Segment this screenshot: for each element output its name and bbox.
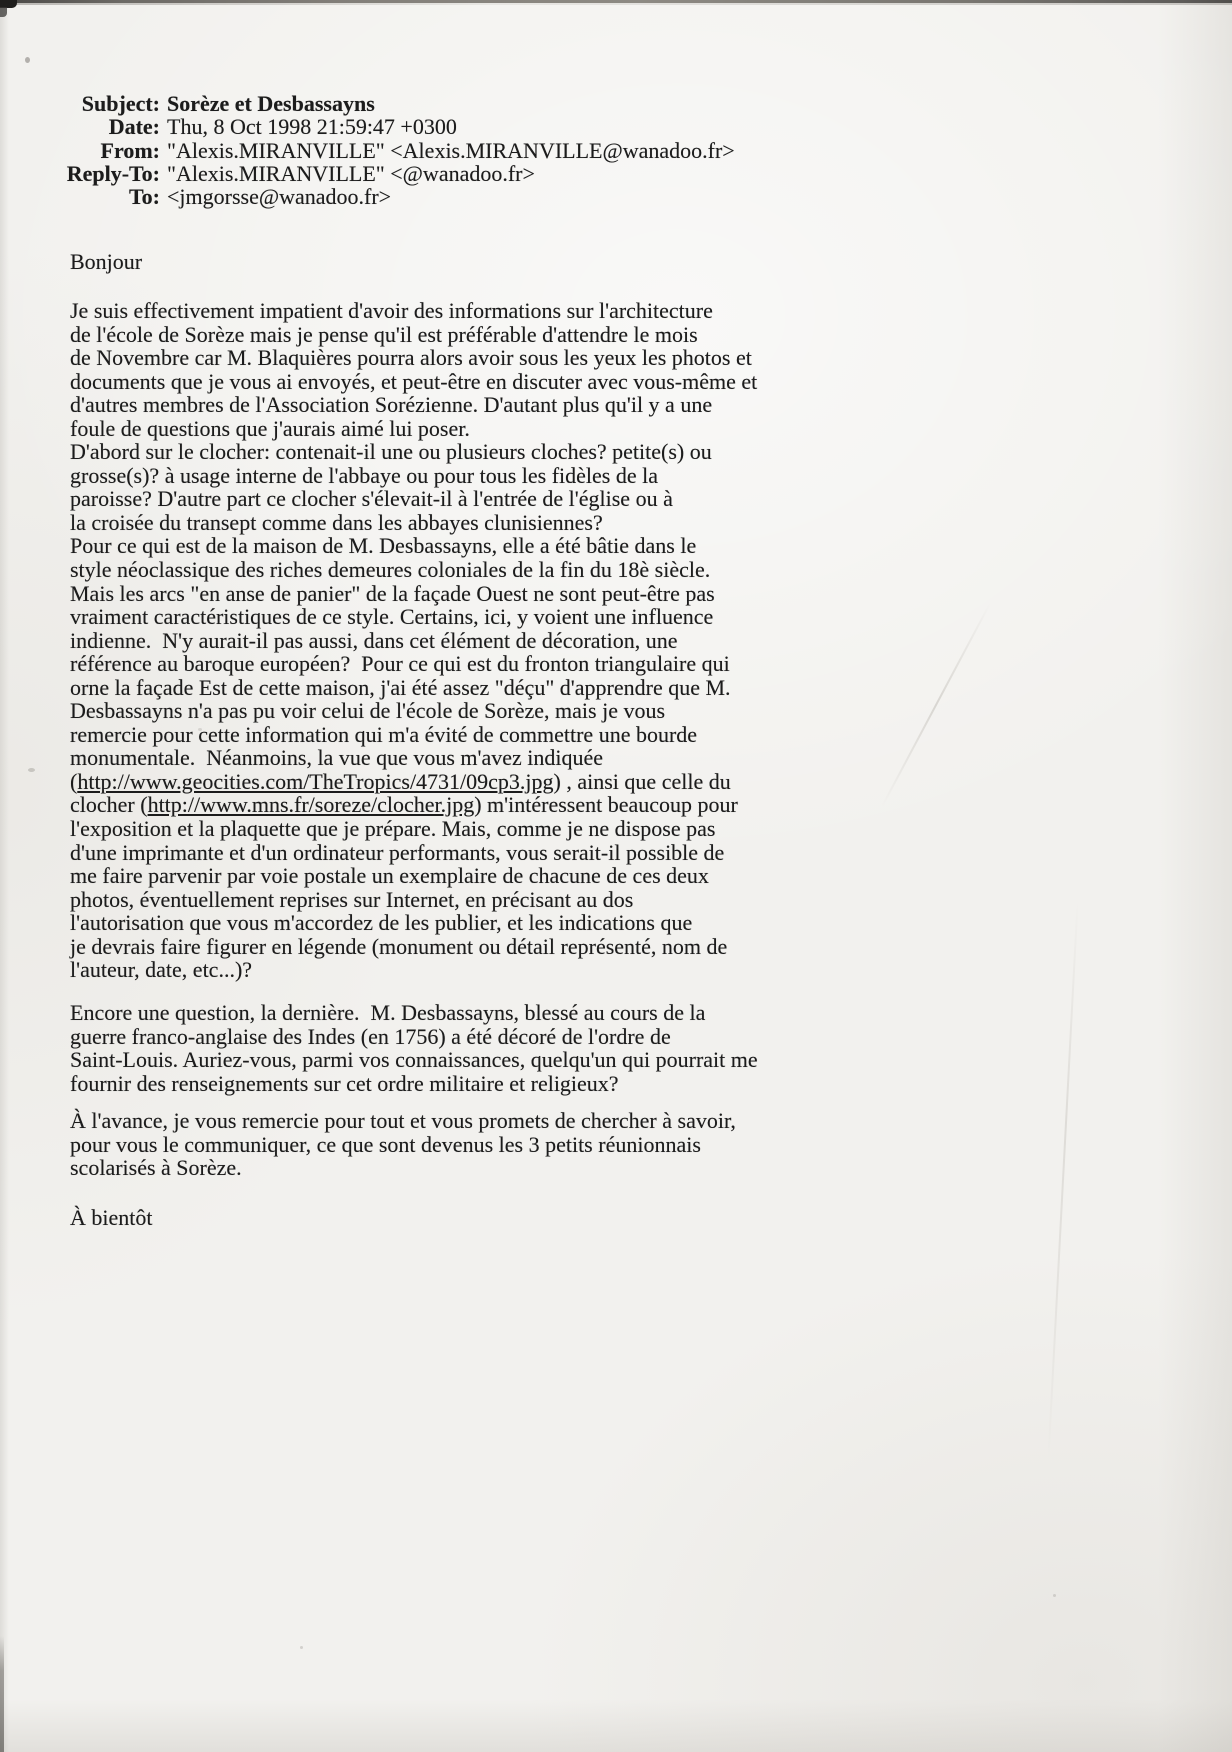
- clocher-photo-url: http://www.mns.fr/soreze/clocher.jpg: [147, 792, 475, 818]
- reply-to-value: "Alexis.MIRANVILLE" <@wanadoo.fr>: [167, 160, 535, 186]
- scan-left-edge-mark: [0, 1636, 4, 1752]
- letter-line: orne la façade Est de cette maison, j'ai été assez "déçu" d'apprendre que M.: [70, 674, 731, 700]
- paper-speck: [1053, 1594, 1056, 1597]
- letter-line: je devrais faire figurer en légende (monument ou détail représenté, nom de: [70, 933, 728, 959]
- header-row-reply-to: [62, 162, 735, 185]
- header-row-to: [62, 185, 735, 208]
- letter-line: Encore une question, la dernière. M. Desbassayns, blessé au cours de la: [70, 1000, 706, 1025]
- paper-crease: [881, 603, 991, 807]
- letter-line-with-url: [70, 793, 757, 817]
- paper-speck: [300, 1646, 303, 1649]
- letter-line: paroisse? D'autre part ce clocher s'élevait-il à l'entrée de l'église ou à: [70, 486, 673, 512]
- letter-line: me faire parvenir par voie postale un exemplaire de chacune de ces deux: [70, 863, 709, 889]
- header-row-subject: [62, 92, 735, 115]
- letter-line: vraiment caractéristiques de ce style. Certains, ici, y voient une influence: [70, 604, 714, 630]
- letter-line: D'abord sur le clocher: contenait-il une ou plusieurs cloches? petite(s) ou: [70, 439, 712, 465]
- letter-line: Je suis effectivement impatient d'avoir des informations sur l'architecture: [70, 298, 713, 323]
- letter-paragraph-2: [70, 1001, 758, 1095]
- letter-line: Desbassayns n'a pas pu voir celui de l'école de Sorèze, mais je vous: [70, 698, 666, 724]
- email-header: [62, 92, 735, 208]
- letter-line: la croisée du transept comme dans les abbayes clunisiennes?: [70, 509, 603, 535]
- paper-speck: [28, 768, 35, 772]
- letter-line: guerre franco-anglaise des Indes (en 1756) a été décoré de l'ordre de: [70, 1023, 671, 1049]
- letter-paragraph-3: [70, 1109, 736, 1180]
- subject-label: Subject:: [81, 91, 160, 116]
- url-line-prefix: (: [70, 768, 78, 794]
- letter-line: scolarisés à Sorèze.: [70, 1155, 242, 1181]
- date-value: Thu, 8 Oct 1998 21:59:47 +0300: [167, 114, 457, 140]
- letter-greeting: Bonjour: [70, 249, 143, 274]
- scan-corner-mark-small: [0, 7, 7, 17]
- letter-line: foule de questions que j'aurais aimé lui poser.: [70, 415, 470, 441]
- letter-line: l'exposition et la plaquette que je prépare. Mais, comme je ne dispose pas: [70, 816, 716, 842]
- letter-line: d'une imprimante et d'un ordinateur performants, vous serait-il possible de: [70, 839, 725, 865]
- url-line-suffix: ) , ainsi que celle du: [553, 768, 731, 794]
- letter-line: photos, éventuellement reprises sur Internet, en précisant au dos: [70, 886, 634, 912]
- url-line-suffix: ) m'intéressent beaucoup pour: [474, 792, 738, 818]
- letter-line: remercie pour cette information qui m'a évité de commettre une bourde: [70, 721, 698, 747]
- letter-line: de l'école de Sorèze mais je pense qu'il est préférable d'attendre le mois: [70, 321, 698, 347]
- letter-line: monumentale. Néanmoins, la vue que vous m'avez indiquée: [70, 745, 604, 771]
- letter-line: Saint-Louis. Auriez-vous, parmi vos connaissances, quelqu'un qui pourrait me: [70, 1047, 758, 1073]
- letter-line: référence au baroque européen? Pour ce qui est du fronton triangulaire qui: [70, 651, 730, 677]
- letter-line: indienne. N'y aurait-il pas aussi, dans cet élément de décoration, une: [70, 627, 678, 653]
- letter-paragraph-1: [70, 299, 757, 982]
- letter-line: pour vous le communiquer, ce que sont devenus les 3 petits réunionnais: [70, 1131, 701, 1157]
- letter-line: À l'avance, je vous remercie pour tout et vous promets de chercher à savoir,: [70, 1108, 736, 1133]
- url-line-prefix: clocher (: [70, 792, 148, 818]
- letter-line: grosse(s)? à usage interne de l'abbaye ou pour tous les fidèles de la: [70, 462, 658, 488]
- reply-to-label: Reply-To:: [66, 160, 160, 186]
- letter-line: Mais les arcs "en anse de panier" de la façade Ouest ne sont peut-être pas: [70, 580, 715, 606]
- letter-line: documents que je vous ai envoyés, et peut-être en discuter avec vous-même et: [70, 368, 758, 394]
- subject-value: Sorèze et Desbassayns: [167, 91, 375, 116]
- header-row-from: [62, 139, 735, 162]
- letter-line: de Novembre car M. Blaquières pourra alors avoir sous les yeux les photos et: [70, 345, 752, 371]
- letter-line: l'autorisation que vous m'accordez de les publier, et les indications que: [70, 910, 693, 936]
- from-value: "Alexis.MIRANVILLE" <Alexis.MIRANVILLE@wanadoo.fr>: [167, 137, 735, 163]
- scan-top-edge-shadow: [0, 3, 1232, 5]
- from-label: From:: [100, 137, 160, 163]
- to-value: <jmgorsse@wanadoo.fr>: [167, 184, 392, 210]
- letter-line: l'auteur, date, etc...)?: [70, 957, 253, 983]
- paper-crease: [1047, 900, 1078, 1459]
- letter-line: fournir des renseignements sur cet ordre militaire et religieux?: [70, 1070, 619, 1096]
- letter-line: style néoclassique des riches demeures coloniales de la fin du 18è siècle.: [70, 557, 711, 583]
- letter-closing: À bientôt: [70, 1205, 153, 1230]
- geocities-photo-url: http://www.geocities.com/TheTropics/4731/09cp3.jpg: [77, 768, 554, 794]
- letter-line: Pour ce qui est de la maison de M. Desbassayns, elle a été bâtie dans le: [70, 533, 697, 559]
- paper-speck: [25, 57, 30, 63]
- letter-line: d'autres membres de l'Association Sorézienne. D'autant plus qu'il y a une: [70, 392, 713, 418]
- header-row-date: [62, 115, 735, 138]
- date-label: Date:: [108, 114, 160, 140]
- letter-line-with-url: [70, 770, 757, 794]
- to-label: To:: [129, 184, 160, 210]
